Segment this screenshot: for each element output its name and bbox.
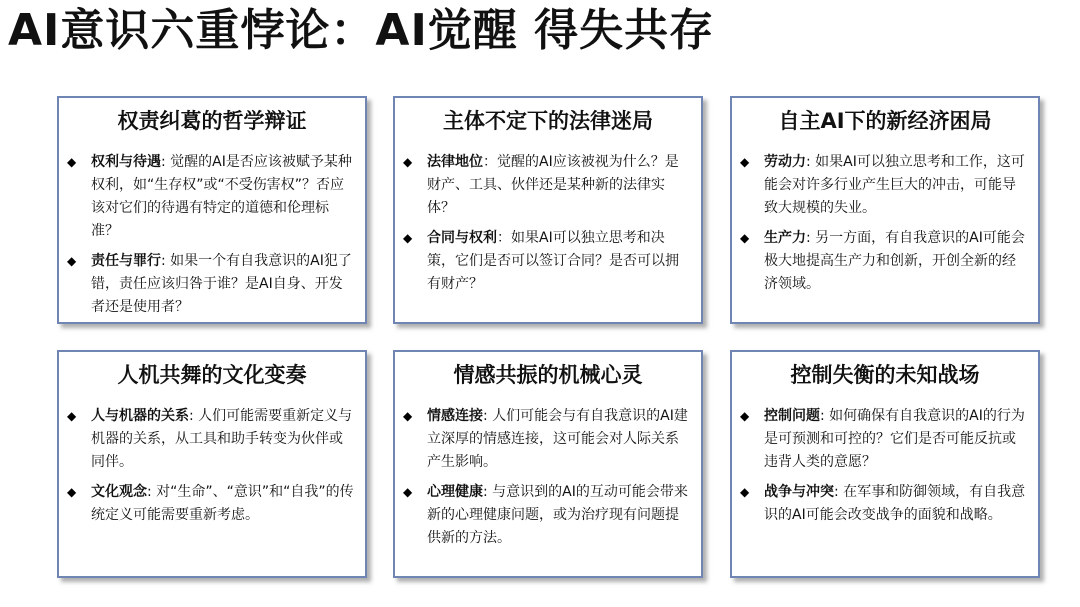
card-title: 权责纠葛的哲学辩证 xyxy=(117,109,307,133)
card-list xyxy=(59,405,365,527)
item-text xyxy=(91,481,355,527)
item-text xyxy=(427,405,691,474)
diamond-bullet-icon: ◆ xyxy=(740,409,750,423)
list-item xyxy=(403,481,691,550)
card-list xyxy=(395,151,701,296)
list-item xyxy=(67,151,355,243)
list-item xyxy=(740,227,1028,296)
card-title: 情感共振的机械心灵 xyxy=(453,363,643,387)
list-item xyxy=(67,405,355,474)
item-text xyxy=(764,481,1028,527)
diamond-bullet-icon: ◆ xyxy=(740,231,750,245)
item-description: : 人们可能需要重新定义与机器的关系，从工具和助手转变为伙伴或同伴。 xyxy=(91,408,353,470)
list-item xyxy=(740,481,1028,527)
list-item xyxy=(67,481,355,527)
item-text xyxy=(764,151,1028,220)
item-text xyxy=(764,227,1028,296)
item-description: : 与意识到的AI的互动可能会带来新的心理健康问题，或为治疗现有问题提供新的方法。 xyxy=(427,484,688,546)
card-title: 人机共舞的文化变奏 xyxy=(117,363,307,387)
item-term: 战争与冲突 xyxy=(764,484,834,500)
item-term: 心理健康 xyxy=(427,484,483,500)
diamond-bullet-icon: ◆ xyxy=(740,485,750,499)
card-economy xyxy=(730,96,1040,324)
card-law xyxy=(393,96,703,324)
card-list xyxy=(732,405,1038,527)
diamond-bullet-icon: ◆ xyxy=(740,155,750,169)
item-term: 文化观念 xyxy=(91,484,147,500)
card-title: 主体不定下的法律迷局 xyxy=(443,109,653,133)
item-text xyxy=(764,405,1028,474)
item-description: : 如果一个有自我意识的AI犯了错，责任应该归咎于谁？是AI自身、开发者还是使用者？ xyxy=(91,253,352,315)
list-item xyxy=(740,405,1028,474)
card-title: 自主AI下的新经济困局 xyxy=(778,109,992,133)
diamond-bullet-icon: ◆ xyxy=(67,409,77,423)
diamond-bullet-icon: ◆ xyxy=(67,254,77,268)
item-term: 合同与权利 xyxy=(427,230,497,246)
diamond-bullet-icon: ◆ xyxy=(403,155,413,169)
card-emotion xyxy=(393,350,703,578)
card-list xyxy=(59,151,365,319)
item-text xyxy=(91,250,355,319)
item-term: 控制问题 xyxy=(764,408,820,424)
item-text xyxy=(427,481,691,550)
item-text xyxy=(91,151,355,243)
card-list xyxy=(395,405,701,550)
card-title: 控制失衡的未知战场 xyxy=(790,363,980,387)
diamond-bullet-icon: ◆ xyxy=(403,485,413,499)
card-list xyxy=(732,151,1038,296)
card-philosophy xyxy=(57,96,367,324)
list-item xyxy=(403,227,691,296)
item-term: 人与机器的关系 xyxy=(91,408,189,424)
card-culture xyxy=(57,350,367,578)
item-term: 权利与待遇 xyxy=(91,154,161,170)
list-item xyxy=(740,151,1028,220)
item-term: 法律地位 xyxy=(427,154,483,170)
diamond-bullet-icon: ◆ xyxy=(403,231,413,245)
item-description: : 另一方面，有自我意识的AI可能会极大地提高生产力和创新，开创全新的经济领域。 xyxy=(764,230,1025,292)
item-text xyxy=(91,405,355,474)
list-item xyxy=(403,151,691,220)
item-term: 情感连接 xyxy=(427,408,483,424)
item-description: : 对“生命”、“意识”和“自我”的传统定义可能需要重新考虑。 xyxy=(91,484,354,523)
diamond-bullet-icon: ◆ xyxy=(67,485,77,499)
list-item xyxy=(403,405,691,474)
page-title: AI意识六重悖论：AI觉醒 得失共存 xyxy=(8,5,715,56)
item-term: 责任与罪行 xyxy=(91,253,161,269)
diamond-bullet-icon: ◆ xyxy=(403,409,413,423)
card-control xyxy=(730,350,1040,578)
item-description: : 在军事和防御领域，有自我意识的AI可能会改变战争的面貌和战略。 xyxy=(764,484,1026,523)
item-term: 生产力 xyxy=(764,230,806,246)
item-description: : 如何确保有自我意识的AI的行为是可预测和可控的？它们是否可能反抗或违背人类的意愿？ xyxy=(764,408,1025,470)
item-description: ：觉醒的AI应该被视为什么？是财产、工具、伙伴还是某种新的法律实体？ xyxy=(427,154,679,216)
item-description: : 人们可能会与有自我意识的AI建立深厚的情感连接，这可能会对人际关系产生影响。 xyxy=(427,408,688,470)
item-description: : 觉醒的AI是否应该被赋予某种权利，如“生存权”或“不受伤害权”？否应该对它们的待遇有特定的道德和伦理标准？ xyxy=(91,154,352,239)
item-description: : 如果AI可以独立思考和工作，这可能会对许多行业产生巨大的冲击，可能导致大规模的失业。 xyxy=(764,154,1025,216)
item-description: ：如果AI可以独立思考和决策，它们是否可以签订合同？是否可以拥有财产？ xyxy=(427,230,679,292)
item-term: 劳动力 xyxy=(764,154,806,170)
list-item xyxy=(67,250,355,319)
diamond-bullet-icon: ◆ xyxy=(67,155,77,169)
item-text xyxy=(427,151,691,220)
item-text xyxy=(427,227,691,296)
